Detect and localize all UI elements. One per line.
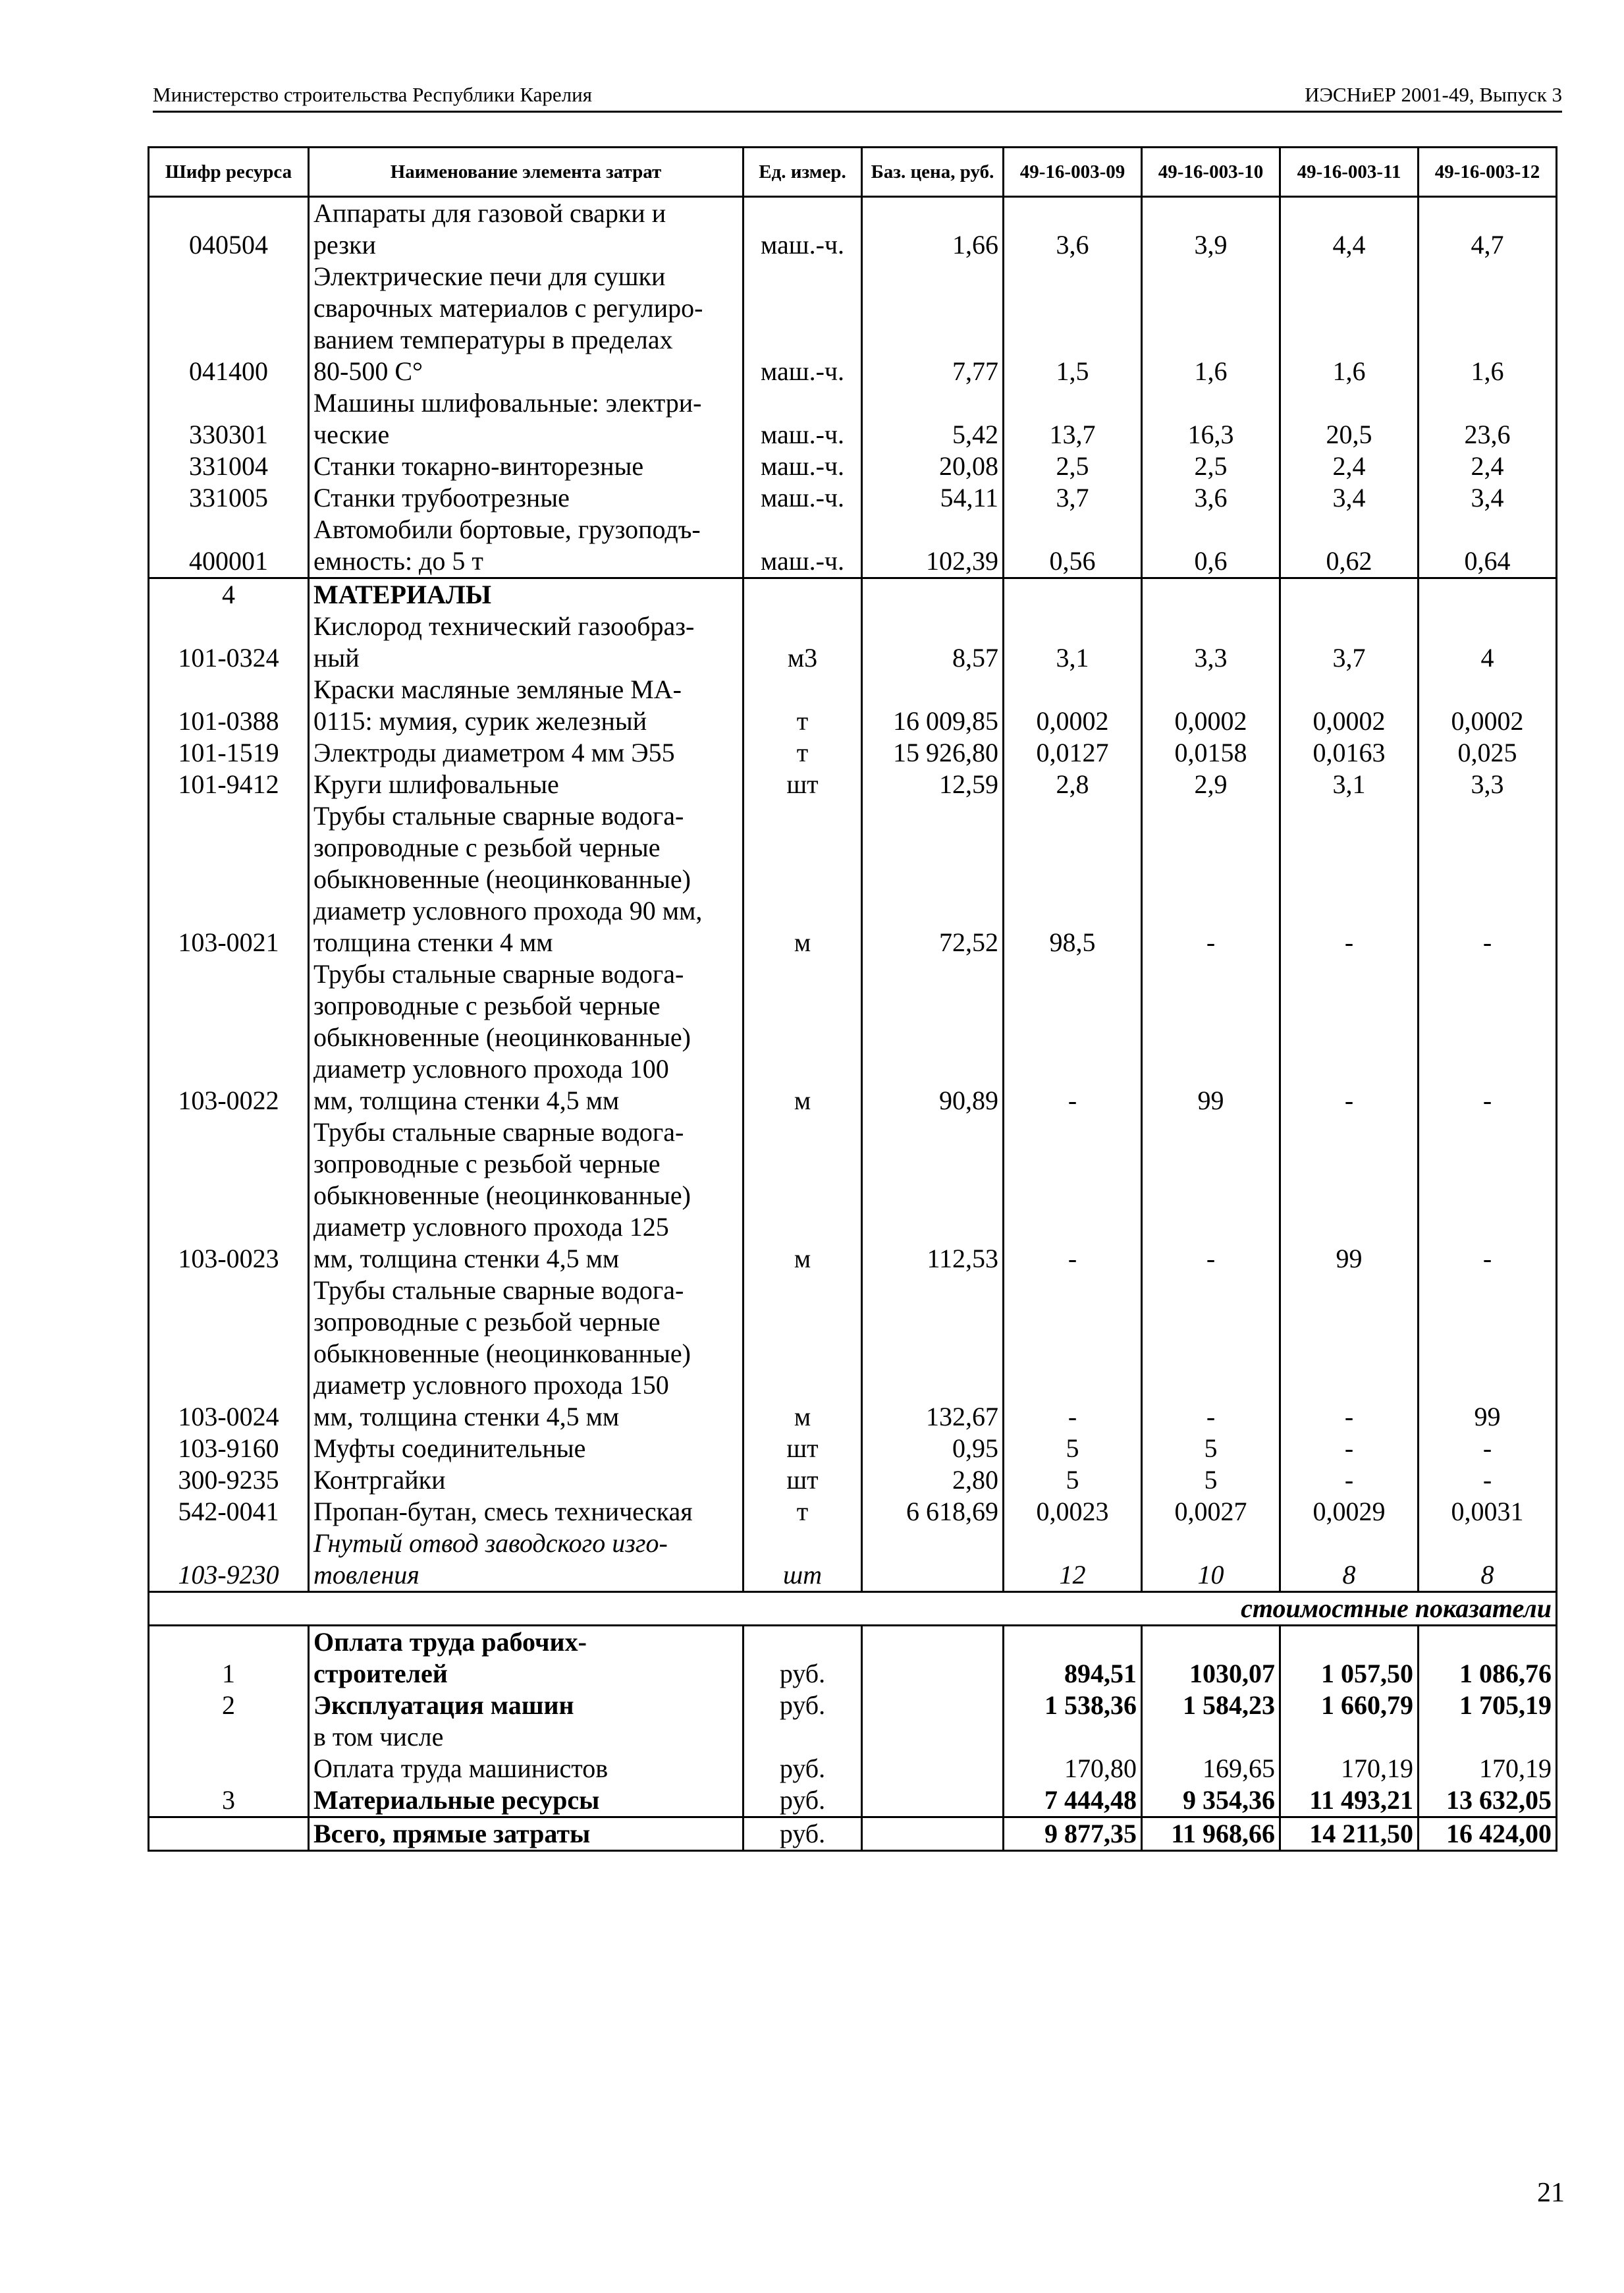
norm-value: 2,9 xyxy=(1142,769,1280,800)
resource-base-price: 6 618,69 xyxy=(862,1496,1004,1528)
resource-unit: м xyxy=(744,958,862,1117)
norm-value: 4,7 xyxy=(1419,197,1557,262)
col-header-c4: 49-16-003-12 xyxy=(1419,148,1557,197)
table-body xyxy=(149,197,1557,1592)
table-row xyxy=(149,261,1557,387)
resource-unit: м xyxy=(744,1117,862,1275)
norm-value: 0,0002 xyxy=(1142,674,1280,737)
resource-base-price: 0,95 xyxy=(862,1433,1004,1464)
norm-value: 3,7 xyxy=(1004,482,1142,514)
resource-name-line: обыкновенные (неоцинкованные) xyxy=(313,864,691,894)
norm-value: 3,1 xyxy=(1280,769,1419,800)
resource-code: 041400 xyxy=(149,261,309,387)
resource-code: 331005 xyxy=(149,482,309,514)
norm-value: 3,4 xyxy=(1280,482,1419,514)
norm-value: 8 xyxy=(1419,1528,1557,1592)
norm-value: - xyxy=(1280,958,1419,1117)
cost-value: 13 632,05 xyxy=(1419,1784,1557,1817)
cost-unit: руб. xyxy=(744,1784,862,1817)
resource-name xyxy=(309,800,744,958)
norm-value: 20,5 xyxy=(1280,387,1419,451)
resource-name-line: обыкновенные (неоцинкованные) xyxy=(313,1339,691,1368)
norm-value: - xyxy=(1419,1464,1557,1496)
resource-name-line: Контргайки xyxy=(313,1465,446,1495)
norm-value: 5 xyxy=(1004,1464,1142,1496)
norm-value: 0,025 xyxy=(1419,737,1557,769)
resource-base-price: 102,39 xyxy=(862,514,1004,578)
cost-name xyxy=(309,1721,744,1753)
resource-base-price: 7,77 xyxy=(862,261,1004,387)
norm-value: 0,64 xyxy=(1419,514,1557,578)
norm-value: 2,5 xyxy=(1004,451,1142,482)
cost-empty-price xyxy=(862,1690,1004,1721)
resource-unit: шт xyxy=(744,1433,862,1464)
table-row xyxy=(149,737,1557,769)
cost-row xyxy=(149,1626,1557,1690)
norm-value: 0,0029 xyxy=(1280,1496,1419,1528)
resource-name xyxy=(309,1433,744,1464)
cost-value: 7 444,48 xyxy=(1004,1784,1142,1817)
norm-value: 2,5 xyxy=(1142,451,1280,482)
resource-code: 542-0041 xyxy=(149,1496,309,1528)
resource-name-line: Станки токарно-винторезные xyxy=(313,451,644,481)
cost-name-line: в том числе xyxy=(313,1722,444,1752)
cost-value: 1 538,36 xyxy=(1004,1690,1142,1721)
resource-base-price: 15 926,80 xyxy=(862,737,1004,769)
cost-name-line: Оплата труда машинистов xyxy=(313,1754,609,1783)
norm-value: 5 xyxy=(1142,1464,1280,1496)
norm-value: 4,4 xyxy=(1280,197,1419,262)
norm-value: - xyxy=(1142,800,1280,958)
resource-name-line: ванием температуры в пределах xyxy=(313,325,673,354)
norm-value: 99 xyxy=(1142,958,1280,1117)
resource-base-price: 5,42 xyxy=(862,387,1004,451)
resource-base-price: 2,80 xyxy=(862,1464,1004,1496)
page-number: 21 xyxy=(1537,2178,1565,2208)
norm-value: - xyxy=(1280,1464,1419,1496)
cost-value: 1 086,76 xyxy=(1419,1626,1557,1690)
resource-code: 4 xyxy=(149,578,309,611)
cost-value: 11 493,21 xyxy=(1280,1784,1419,1817)
resource-base-price: 132,67 xyxy=(862,1275,1004,1433)
cost-value xyxy=(1142,1721,1280,1753)
cost-value: 170,19 xyxy=(1419,1753,1557,1784)
resource-base-price: 12,59 xyxy=(862,769,1004,800)
norm-value: 0,0002 xyxy=(1280,674,1419,737)
resource-name-line: ческие xyxy=(313,420,390,449)
norm-value: - xyxy=(1419,958,1557,1117)
norm-value: 0,0002 xyxy=(1004,674,1142,737)
resource-name xyxy=(309,261,744,387)
norm-value: - xyxy=(1142,1117,1280,1275)
table-row xyxy=(149,769,1557,800)
resource-base-price xyxy=(862,578,1004,611)
cost-value: 11 968,66 xyxy=(1142,1817,1280,1851)
resource-name xyxy=(309,611,744,674)
resource-name-line: Трубы стальные сварные водога- xyxy=(313,1275,684,1305)
norm-value: 5 xyxy=(1142,1433,1280,1464)
norm-value xyxy=(1142,578,1280,611)
resource-name-line: МАТЕРИАЛЫ xyxy=(313,580,491,609)
resource-unit: шт xyxy=(744,1464,862,1496)
resource-name-line: зопроводные с резьбой черные xyxy=(313,1149,661,1178)
resource-name-line: зопроводные с резьбой черные xyxy=(313,1307,661,1337)
norm-value: 99 xyxy=(1280,1117,1419,1275)
resource-base-price: 1,66 xyxy=(862,197,1004,262)
resource-unit: т xyxy=(744,737,862,769)
cost-name-line: строителей xyxy=(313,1659,448,1688)
cost-empty-price xyxy=(862,1784,1004,1817)
resource-name-line: Аппараты для газовой сварки и xyxy=(313,198,666,228)
resource-base-price: 90,89 xyxy=(862,958,1004,1117)
norm-value: 13,7 xyxy=(1004,387,1142,451)
resource-name-line: емность: до 5 т xyxy=(313,546,483,576)
resource-name-line: Электроды диаметром 4 мм Э55 xyxy=(313,738,675,767)
resource-unit: м3 xyxy=(744,611,862,674)
norm-value: - xyxy=(1280,1433,1419,1464)
table-row xyxy=(149,800,1557,958)
cost-number: 1 xyxy=(149,1626,309,1690)
cost-value: 9 877,35 xyxy=(1004,1817,1142,1851)
cost-value: 16 424,00 xyxy=(1419,1817,1557,1851)
norm-value: 2,8 xyxy=(1004,769,1142,800)
cost-value xyxy=(1004,1721,1142,1753)
resource-name-line: толщина стенки 4 мм xyxy=(313,927,553,957)
norm-value: 0,0158 xyxy=(1142,737,1280,769)
cost-value: 9 354,36 xyxy=(1142,1784,1280,1817)
cost-name xyxy=(309,1690,744,1721)
resource-unit: м xyxy=(744,800,862,958)
norm-value: 99 xyxy=(1419,1275,1557,1433)
resource-name-line: Круги шлифовальные xyxy=(313,769,559,799)
resource-name-line: ный xyxy=(313,643,360,673)
table-row xyxy=(149,1496,1557,1528)
resource-name-line: обыкновенные (неоцинкованные) xyxy=(313,1180,691,1210)
table-row xyxy=(149,578,1557,611)
resource-unit: т xyxy=(744,1496,862,1528)
cost-unit: руб. xyxy=(744,1817,862,1851)
norm-value: 0,56 xyxy=(1004,514,1142,578)
resource-unit: т xyxy=(744,674,862,737)
norm-value: 3,3 xyxy=(1142,611,1280,674)
resource-code: 103-0023 xyxy=(149,1117,309,1275)
cost-empty-price xyxy=(862,1817,1004,1851)
cost-number: 3 xyxy=(149,1784,309,1817)
cost-name xyxy=(309,1784,744,1817)
norm-value: 12 xyxy=(1004,1528,1142,1592)
cost-unit: руб. xyxy=(744,1753,862,1784)
norm-value: 3,9 xyxy=(1142,197,1280,262)
resource-unit xyxy=(744,578,862,611)
cost-value: 894,51 xyxy=(1004,1626,1142,1690)
table-row xyxy=(149,514,1557,578)
cost-section-row xyxy=(149,1592,1557,1626)
resource-code: 101-9412 xyxy=(149,769,309,800)
resource-name xyxy=(309,1528,744,1592)
norm-value: 3,7 xyxy=(1280,611,1419,674)
norm-value: 2,4 xyxy=(1280,451,1419,482)
cost-unit: руб. xyxy=(744,1690,862,1721)
norm-value: 0,62 xyxy=(1280,514,1419,578)
resource-base-price: 20,08 xyxy=(862,451,1004,482)
norm-value: 16,3 xyxy=(1142,387,1280,451)
cost-name xyxy=(309,1753,744,1784)
resource-name-line: Муфты соединительные xyxy=(313,1433,586,1463)
cost-row xyxy=(149,1753,1557,1784)
resource-name-line: диаметр условного прохода 125 xyxy=(313,1212,669,1242)
resource-base-price: 72,52 xyxy=(862,800,1004,958)
norm-value: 0,0127 xyxy=(1004,737,1142,769)
resource-unit: маш.-ч. xyxy=(744,387,862,451)
cost-name-line: Всего, прямые затраты xyxy=(313,1819,591,1848)
cost-name-line: Оплата труда рабочих- xyxy=(313,1627,587,1657)
cost-value: 170,19 xyxy=(1280,1753,1419,1784)
resource-name-line: Автомобили бортовые, грузоподъ- xyxy=(313,514,701,544)
cost-unit xyxy=(744,1721,862,1753)
resource-base-price xyxy=(862,1528,1004,1592)
cost-body xyxy=(149,1592,1557,1851)
col-header-unit: Ед. измер. xyxy=(744,148,862,197)
resource-name-line: резки xyxy=(313,230,376,260)
resource-unit: м xyxy=(744,1275,862,1433)
cost-empty-price xyxy=(862,1721,1004,1753)
table-row xyxy=(149,1528,1557,1592)
cost-value: 169,65 xyxy=(1142,1753,1280,1784)
cost-row xyxy=(149,1817,1557,1851)
resource-code: 331004 xyxy=(149,451,309,482)
resource-unit: маш.-ч. xyxy=(744,197,862,262)
cost-value xyxy=(1280,1721,1419,1753)
resource-code: 101-0388 xyxy=(149,674,309,737)
col-header-c3: 49-16-003-11 xyxy=(1280,148,1419,197)
resource-unit: маш.-ч. xyxy=(744,514,862,578)
norm-value: 8 xyxy=(1280,1528,1419,1592)
resource-name xyxy=(309,1496,744,1528)
resource-name-line: диаметр условного прохода 150 xyxy=(313,1370,669,1400)
norm-value: 3,6 xyxy=(1004,197,1142,262)
norm-value: 2,4 xyxy=(1419,451,1557,482)
resource-name xyxy=(309,1117,744,1275)
norm-value: 3,6 xyxy=(1142,482,1280,514)
resource-name-line: обыкновенные (неоцинкованные) xyxy=(313,1022,691,1052)
norm-value: 3,1 xyxy=(1004,611,1142,674)
resource-name-line: диаметр условного прохода 100 xyxy=(313,1054,669,1084)
resource-name xyxy=(309,197,744,262)
norm-value xyxy=(1280,578,1419,611)
cost-value: 14 211,50 xyxy=(1280,1817,1419,1851)
norm-value: - xyxy=(1419,1117,1557,1275)
table-row xyxy=(149,958,1557,1117)
resource-table xyxy=(148,146,1557,1852)
header-collection: ИЭСНиЕР 2001-49, Выпуск 3 xyxy=(1305,83,1562,106)
resource-name-line: Пропан-бутан, смесь техническая xyxy=(313,1497,693,1526)
norm-value: 0,6 xyxy=(1142,514,1280,578)
norm-value: 10 xyxy=(1142,1528,1280,1592)
cost-name-line: Эксплуатация машин xyxy=(313,1690,574,1720)
resource-name-line: Электрические печи для сушки xyxy=(313,262,666,291)
resource-base-price: 54,11 xyxy=(862,482,1004,514)
norm-value: - xyxy=(1419,800,1557,958)
resource-code: 300-9235 xyxy=(149,1464,309,1496)
table-header-row xyxy=(149,148,1557,197)
table-row xyxy=(149,387,1557,451)
resource-name-line: Станки трубоотрезные xyxy=(313,483,570,512)
resource-code: 103-9230 xyxy=(149,1528,309,1592)
cost-value: 1 660,79 xyxy=(1280,1690,1419,1721)
resource-name-line: Трубы стальные сварные водога- xyxy=(313,959,684,989)
norm-value: 3,4 xyxy=(1419,482,1557,514)
norm-value: 1,6 xyxy=(1280,261,1419,387)
resource-name-line: мм, толщина стенки 4,5 мм xyxy=(313,1244,620,1273)
resource-name xyxy=(309,958,744,1117)
table-row xyxy=(149,674,1557,737)
table-row xyxy=(149,1464,1557,1496)
cost-empty-price xyxy=(862,1753,1004,1784)
resource-name-line: зопроводные с резьбой черные xyxy=(313,991,661,1020)
resource-name xyxy=(309,737,744,769)
cost-row xyxy=(149,1721,1557,1753)
resource-name-line: Машины шлифовальные: электри- xyxy=(313,388,702,418)
resource-name xyxy=(309,1275,744,1433)
resource-code: 400001 xyxy=(149,514,309,578)
resource-code: 103-9160 xyxy=(149,1433,309,1464)
resource-code: 103-0024 xyxy=(149,1275,309,1433)
table-row xyxy=(149,1275,1557,1433)
resource-name-line: Трубы стальные сварные водога- xyxy=(313,1117,684,1147)
resource-name xyxy=(309,674,744,737)
norm-value: 1,5 xyxy=(1004,261,1142,387)
resource-code: 040504 xyxy=(149,197,309,262)
resource-base-price: 8,57 xyxy=(862,611,1004,674)
resource-name-line: мм, толщина стенки 4,5 мм xyxy=(313,1402,620,1431)
cost-number: 2 xyxy=(149,1690,309,1721)
resource-name-line: Трубы стальные сварные водога- xyxy=(313,801,684,831)
norm-value: - xyxy=(1142,1275,1280,1433)
norm-value xyxy=(1004,578,1142,611)
table-row xyxy=(149,611,1557,674)
cost-number xyxy=(149,1817,309,1851)
norm-value: - xyxy=(1004,1117,1142,1275)
resource-unit: маш.-ч. xyxy=(744,261,862,387)
cost-unit: руб. xyxy=(744,1626,862,1690)
resource-name-line: мм, толщина стенки 4,5 мм xyxy=(313,1086,620,1115)
norm-value: 0,0027 xyxy=(1142,1496,1280,1528)
col-header-c1: 49-16-003-09 xyxy=(1004,148,1142,197)
resource-name-line: Гнутый отвод заводского изго- xyxy=(313,1528,668,1558)
resource-name-line: сварочных материалов с регулиро- xyxy=(313,293,703,323)
table-row xyxy=(149,1117,1557,1275)
table-row xyxy=(149,482,1557,514)
norm-value: 1,6 xyxy=(1419,261,1557,387)
norm-value: 4 xyxy=(1419,611,1557,674)
norm-value: 0,0002 xyxy=(1419,674,1557,737)
resource-name-line: Кислород технический газообраз- xyxy=(313,611,695,641)
resource-base-price: 112,53 xyxy=(862,1117,1004,1275)
cost-number xyxy=(149,1721,309,1753)
norm-value: 0,0031 xyxy=(1419,1496,1557,1528)
resource-name xyxy=(309,769,744,800)
norm-value: - xyxy=(1004,958,1142,1117)
norm-value: 3,3 xyxy=(1419,769,1557,800)
cost-section-label: стоимостные показатели xyxy=(149,1592,1557,1626)
resource-name-line: 0115: мумия, сурик железный xyxy=(313,706,647,736)
cost-value xyxy=(1419,1721,1557,1753)
norm-value: 98,5 xyxy=(1004,800,1142,958)
col-header-price: Баз. цена, руб. xyxy=(862,148,1004,197)
resource-name xyxy=(309,1464,744,1496)
cost-value: 1 584,23 xyxy=(1142,1690,1280,1721)
cost-number xyxy=(149,1753,309,1784)
col-header-name: Наименование элемента затрат xyxy=(309,148,744,197)
resource-name-line: товления xyxy=(313,1560,420,1589)
resource-name xyxy=(309,578,744,611)
cost-value: 170,80 xyxy=(1004,1753,1142,1784)
norm-value: 5 xyxy=(1004,1433,1142,1464)
norm-value: - xyxy=(1280,800,1419,958)
cost-name xyxy=(309,1626,744,1690)
header-ministry: Министерство строительства Республики Карелия xyxy=(153,83,592,106)
cost-name xyxy=(309,1817,744,1851)
table-row xyxy=(149,451,1557,482)
resource-code: 103-0022 xyxy=(149,958,309,1117)
col-header-code: Шифр ресурса xyxy=(149,148,309,197)
table-row xyxy=(149,197,1557,262)
norm-value: - xyxy=(1280,1275,1419,1433)
norm-value: 0,0023 xyxy=(1004,1496,1142,1528)
resource-code: 101-0324 xyxy=(149,611,309,674)
resource-name xyxy=(309,482,744,514)
col-header-c2: 49-16-003-10 xyxy=(1142,148,1280,197)
resource-code: 330301 xyxy=(149,387,309,451)
norm-value xyxy=(1419,578,1557,611)
cost-value: 1030,07 xyxy=(1142,1626,1280,1690)
cost-row xyxy=(149,1690,1557,1721)
resource-name xyxy=(309,387,744,451)
resource-name xyxy=(309,451,744,482)
resource-unit: шт xyxy=(744,769,862,800)
cost-value: 1 705,19 xyxy=(1419,1690,1557,1721)
resource-base-price: 16 009,85 xyxy=(862,674,1004,737)
resource-unit: маш.-ч. xyxy=(744,451,862,482)
norm-value: 0,0163 xyxy=(1280,737,1419,769)
resource-code: 103-0021 xyxy=(149,800,309,958)
resource-code: 101-1519 xyxy=(149,737,309,769)
cost-name-line: Материальные ресурсы xyxy=(313,1785,600,1815)
cost-row xyxy=(149,1784,1557,1817)
resource-name-line: зопроводные с резьбой черные xyxy=(313,833,661,862)
resource-unit: шт xyxy=(744,1528,862,1592)
resource-name-line: Краски масляные земляные МА- xyxy=(313,675,682,704)
cost-empty-price xyxy=(862,1626,1004,1690)
norm-value: - xyxy=(1419,1433,1557,1464)
norm-value: 1,6 xyxy=(1142,261,1280,387)
table-row xyxy=(149,1433,1557,1464)
cost-value: 1 057,50 xyxy=(1280,1626,1419,1690)
resource-name-line: диаметр условного прохода 90 мм, xyxy=(313,896,703,925)
resource-name-line: 80-500 С° xyxy=(313,356,423,386)
resource-unit: маш.-ч. xyxy=(744,482,862,514)
norm-value: 23,6 xyxy=(1419,387,1557,451)
resource-name xyxy=(309,514,744,578)
page-header xyxy=(153,78,1562,113)
norm-value: - xyxy=(1004,1275,1142,1433)
